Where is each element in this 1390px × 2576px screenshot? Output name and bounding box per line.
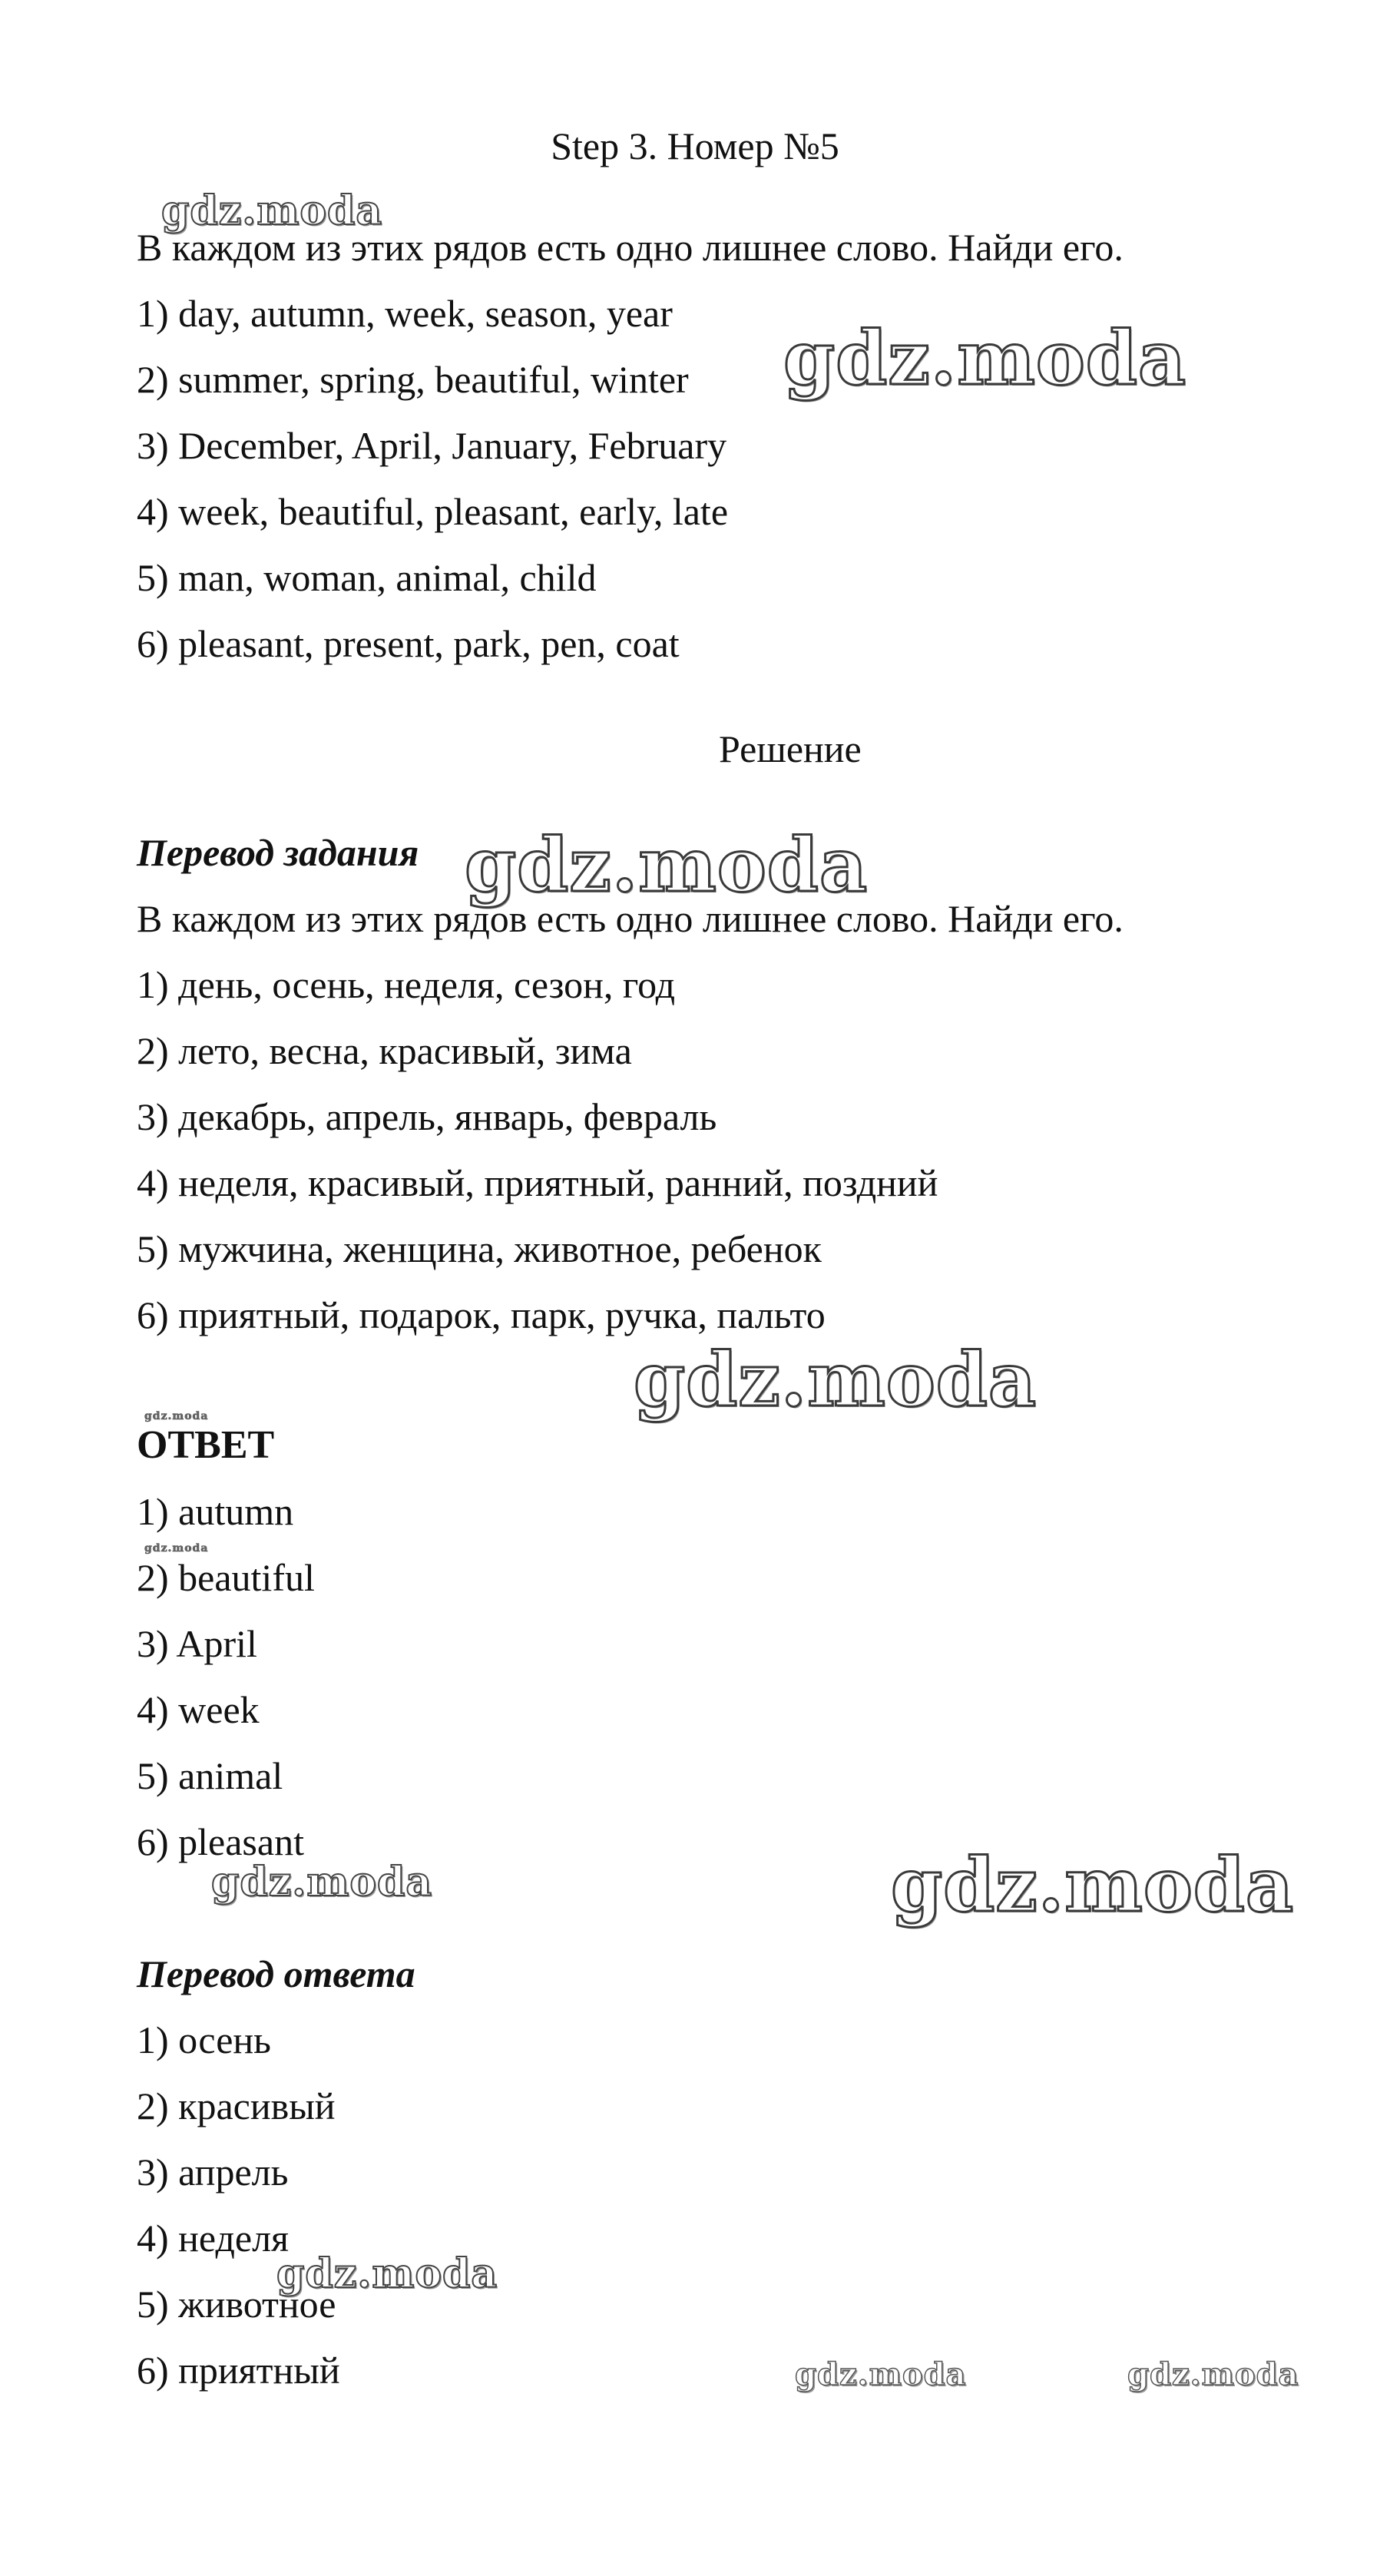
answer-item: 3) April: [137, 1622, 257, 1665]
translation-answer-item: 4) неделя: [137, 2217, 290, 2260]
translation-answer-item: 5) животное: [137, 2283, 336, 2326]
translation-task-item: 2) лето, весна, красивый, зима: [137, 1029, 632, 1072]
answer-item: 6) pleasant: [137, 1820, 304, 1863]
answer-item: 5) animal: [137, 1754, 283, 1797]
translation-task-item: 6) приятный, подарок, парк, ручка, пальто: [137, 1293, 826, 1336]
translation-answer-heading: Перевод ответа: [137, 1952, 415, 1995]
task-item: 1) day, autumn, week, season, year: [137, 292, 673, 335]
watermark: gdz.moda: [144, 1410, 209, 1422]
task-item: 2) summer, spring, beautiful, winter: [137, 358, 689, 401]
task-item: 5) man, woman, animal, child: [137, 556, 597, 599]
page-title: Step 3. Номер №5: [551, 124, 839, 167]
translation-task-item: 1) день, осень, неделя, сезон, год: [137, 963, 676, 1006]
answer-item: 4) week: [137, 1688, 260, 1731]
watermark: gdz.moda: [276, 2250, 498, 2297]
translation-answer-item: 1) осень: [137, 2018, 271, 2061]
watermark: gdz.moda: [211, 1859, 433, 1906]
solution-heading: Решение: [719, 727, 862, 770]
watermark: gdz.moda: [634, 1336, 1038, 1423]
translation-task-item: 3) декабрь, апрель, январь, февраль: [137, 1095, 717, 1138]
translation-task-intro: В каждом из этих рядов есть одно лишнее слово. Найди его.: [137, 897, 1124, 940]
answer-item: 2) beautiful: [137, 1556, 315, 1599]
watermark: gdz.moda: [161, 187, 383, 234]
answer-item: 1) autumn: [137, 1490, 294, 1533]
watermark: gdz.moda: [144, 1542, 209, 1555]
watermark: gdz.moda: [1127, 2356, 1299, 2392]
translation-task-item: 4) неделя, красивый, приятный, ранний, поздний: [137, 1161, 938, 1204]
translation-answer-item: 2) красивый: [137, 2084, 336, 2127]
watermark: gdz.moda: [891, 1842, 1295, 1929]
task-intro: В каждом из этих рядов есть одно лишнее слово. Найди его.: [137, 226, 1124, 269]
watermark: gdz.moda: [465, 822, 869, 909]
task-item: 6) pleasant, present, park, pen, coat: [137, 622, 680, 665]
translation-answer-item: 3) апрель: [137, 2151, 289, 2194]
task-item: 3) December, April, January, February: [137, 424, 727, 467]
watermark: gdz.moda: [783, 315, 1187, 402]
watermark: gdz.moda: [795, 2356, 967, 2392]
translation-task-item: 5) мужчина, женщина, животное, ребенок: [137, 1227, 822, 1270]
translation-task-heading: Перевод задания: [137, 831, 419, 874]
translation-answer-item: 6) приятный: [137, 2349, 340, 2392]
answer-heading: ОТВЕТ: [137, 1423, 275, 1467]
task-item: 4) week, beautiful, pleasant, early, late: [137, 490, 729, 533]
